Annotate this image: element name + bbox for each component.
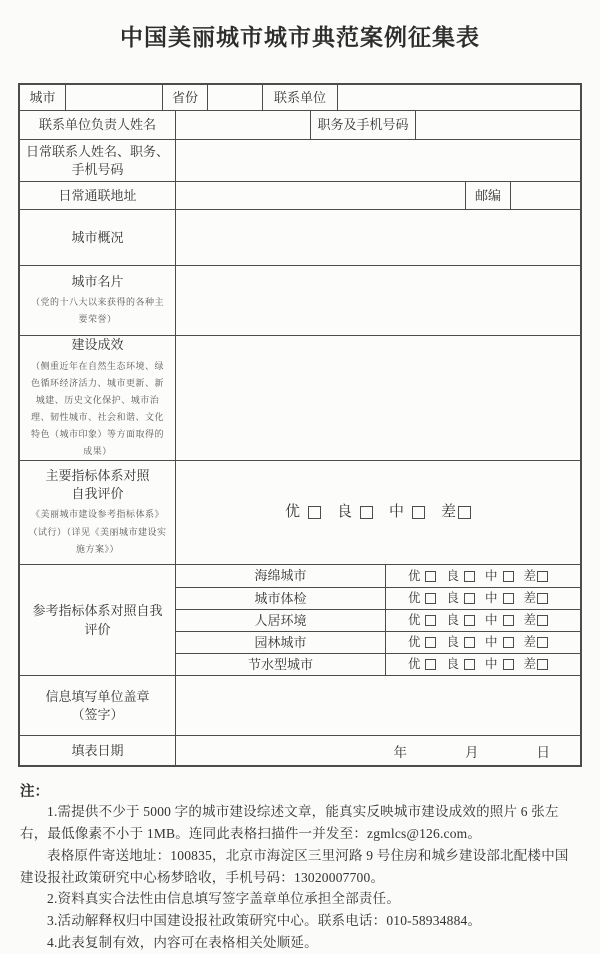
reference-rating-group (408, 590, 558, 607)
achievements-label: 建设成效 (71, 336, 124, 352)
date-input-cell[interactable] (175, 736, 580, 765)
form-row-achievements (20, 335, 580, 460)
province-label: 省份 (162, 85, 207, 110)
seal-label-line1: 信息填写单位盖章 (45, 688, 150, 704)
checkbox-medium[interactable] (503, 637, 514, 648)
reference-rating-group (408, 568, 558, 585)
rating-pair-medium (485, 590, 514, 607)
checkbox-medium[interactable] (412, 506, 425, 519)
note-item-3: 3.活动解释权归中国建设报社政策研究中心。联系电话：010-58934884。 (47, 913, 482, 929)
reference-rating-cell (385, 632, 580, 653)
checkbox-poor[interactable] (537, 571, 548, 582)
city-card-label-cell (20, 266, 175, 335)
rating-good-label: 良 (446, 568, 459, 583)
rating-poor-label: 差 (523, 568, 537, 583)
rating-excellent-label: 优 (407, 568, 421, 583)
rating-poor-label: 差 (523, 657, 537, 672)
notes-section (20, 780, 580, 954)
city-card-label: 城市名片 (71, 273, 124, 289)
seal-input-cell[interactable] (175, 676, 580, 735)
checkbox-good[interactable] (464, 593, 475, 604)
rating-medium-label: 中 (389, 504, 406, 521)
checkbox-poor[interactable] (537, 615, 548, 626)
postcode-input-cell[interactable] (510, 182, 580, 209)
checkbox-excellent[interactable] (425, 659, 436, 670)
achievements-note: （侧重近年在自然生态环境、绿色循环经济活力、城市更新、新城建、历史文化保护、城市治理、韧性城市、社会和谐、文化特色（城市印象）等方面取得的成果） (30, 360, 164, 456)
rating-pair-good (446, 568, 475, 585)
checkbox-good[interactable] (464, 571, 475, 582)
contact-unit-label: 联系单位 (262, 85, 337, 110)
achievements-input-cell[interactable] (175, 336, 580, 460)
contact-unit-input-cell[interactable] (337, 85, 580, 110)
city-overview-input-cell[interactable] (175, 210, 580, 265)
city-label: 城市 (29, 89, 56, 105)
reference-rating-group (408, 612, 558, 629)
rating-pair-good (446, 590, 475, 607)
reference-item-label: 人居环境 (175, 610, 385, 631)
note-item-1: 1.需提供不少于 5000 字的城市建设综述文章，能真实反映城市建设成效的照片 6 张左右，最低像素不小于 1MB。连同此表格扫描件一并发至：zgmlcs@126.com。 (20, 804, 559, 841)
reference-rating-cell (385, 654, 580, 675)
reference-rating-group (408, 656, 558, 673)
form-row-address (20, 181, 580, 209)
form-row-city-overview (20, 209, 580, 265)
rating-poor-label: 差 (441, 504, 458, 521)
rating-poor-label: 差 (523, 613, 537, 628)
main-index-rating-cell (175, 461, 580, 564)
reference-row-water-saving-city (175, 653, 580, 675)
reference-eval-label: 参考指标体系对照自我评价 (32, 602, 163, 637)
rating-pair-medium (485, 568, 514, 585)
rating-pair-excellent (408, 656, 437, 673)
rating-good-label: 良 (446, 613, 459, 628)
contact-person-input-cell[interactable] (175, 111, 310, 139)
checkbox-poor[interactable] (458, 506, 471, 519)
rating-excellent-label: 优 (407, 591, 421, 606)
checkbox-excellent[interactable] (425, 571, 436, 582)
checkbox-medium[interactable] (503, 659, 514, 670)
rating-pair-good (446, 634, 475, 651)
reference-rating-cell (385, 565, 580, 587)
rating-pair-poor (524, 634, 549, 651)
main-index-note: 《美丽城市建设参考指标体系》（试行）（详见《美丽城市建设实施方案》） (28, 509, 167, 554)
main-index-label-cell (20, 461, 175, 564)
reference-item-label: 节水型城市 (175, 654, 385, 675)
rating-pair-poor (524, 590, 549, 607)
rating-good-label: 良 (336, 504, 353, 521)
achievements-label-cell (20, 336, 175, 460)
rating-good-label: 良 (446, 591, 459, 606)
rating-pair-good (446, 656, 475, 673)
checkbox-medium[interactable] (503, 571, 514, 582)
rating-pair-poor (524, 568, 549, 585)
form-row-seal (20, 675, 580, 735)
form-row-daily-contact (20, 139, 580, 181)
checkbox-excellent[interactable] (308, 506, 321, 519)
form-row-city-card (20, 265, 580, 335)
reference-rating-cell (385, 610, 580, 631)
rating-pair-excellent (408, 568, 437, 585)
rating-pair-medium (485, 612, 514, 629)
rating-pair-poor (441, 502, 471, 522)
city-input-cell[interactable] (65, 85, 162, 110)
case-collection-form-table (18, 83, 582, 767)
notes-heading: 注： (20, 784, 49, 800)
date-label: 填表日期 (71, 742, 124, 758)
city-overview-label: 城市概况 (71, 229, 124, 245)
province-input-cell[interactable] (207, 85, 262, 110)
rating-medium-label: 中 (485, 635, 498, 650)
seal-label-line2: （签字） (71, 706, 124, 722)
daily-contact-input-cell[interactable] (175, 140, 580, 181)
reference-rating-group (408, 634, 558, 651)
position-phone-label: 职务及手机号码 (310, 111, 415, 139)
rating-pair-poor (524, 656, 549, 673)
rating-medium-label: 中 (485, 568, 498, 583)
rating-excellent-label: 优 (407, 657, 421, 672)
checkbox-excellent[interactable] (425, 637, 436, 648)
reference-row-living-environment (175, 609, 580, 631)
main-index-rating-group (285, 502, 471, 522)
address-input-cell[interactable] (175, 182, 465, 209)
date-month-label: 月 (465, 744, 479, 760)
checkbox-good[interactable] (360, 506, 373, 519)
rating-pair-excellent (285, 502, 321, 522)
rating-good-label: 良 (446, 657, 459, 672)
reference-item-label: 园林城市 (175, 632, 385, 653)
reference-row-city-checkup (175, 587, 580, 609)
note-item-1-address: 表格原件寄送地址：100835，北京市海淀区三里河路 9 号住房和城乡建设部北配楼中国建设报社政策研究中心杨梦晗收，手机号码：13020007700。 (20, 847, 569, 885)
position-phone-input-cell[interactable] (415, 111, 580, 139)
checkbox-good[interactable] (464, 615, 475, 626)
rating-medium-label: 中 (485, 613, 498, 628)
page-title: 中国美丽城市城市典范案例征集表 (120, 24, 480, 50)
main-index-label-line2: 自我评价 (71, 485, 124, 501)
checkbox-poor[interactable] (537, 637, 548, 648)
main-index-label-line1: 主要指标体系对照 (45, 468, 150, 484)
form-row-contact-person (20, 110, 580, 139)
city-card-note: （党的十八大以来获得的各种主要荣誉） (30, 297, 164, 325)
rating-poor-label: 差 (523, 591, 537, 606)
form-row-reference-eval (20, 564, 580, 675)
form-row-main-index-eval (20, 460, 580, 564)
checkbox-poor[interactable] (537, 659, 548, 670)
rating-pair-medium (485, 634, 514, 651)
rating-poor-label: 差 (523, 635, 537, 650)
rating-pair-good (337, 502, 373, 522)
note-item-4: 4.此表复制有效，内容可在表格相关处顺延。 (47, 935, 318, 951)
reference-row-sponge-city (175, 565, 580, 587)
reference-item-label: 城市体检 (175, 588, 385, 609)
form-row-city-province-unit (20, 85, 580, 110)
checkbox-excellent[interactable] (425, 615, 436, 626)
reference-item-label: 海绵城市 (175, 565, 385, 587)
reference-rating-cell (385, 588, 580, 609)
rating-pair-poor (524, 612, 549, 629)
rating-good-label: 良 (446, 635, 459, 650)
postcode-label: 邮编 (465, 182, 510, 209)
date-year-label: 年 (393, 744, 407, 760)
rating-pair-medium (485, 656, 514, 673)
form-row-date (20, 735, 580, 765)
rating-medium-label: 中 (485, 657, 498, 672)
checkbox-medium[interactable] (503, 615, 514, 626)
checkbox-good[interactable] (464, 659, 475, 670)
reference-eval-rows (175, 565, 580, 675)
reference-row-garden-city (175, 631, 580, 653)
rating-pair-good (446, 612, 475, 629)
checkbox-excellent[interactable] (425, 593, 436, 604)
city-card-input-cell[interactable] (175, 266, 580, 335)
rating-excellent-label: 优 (407, 613, 421, 628)
rating-medium-label: 中 (485, 591, 498, 606)
checkbox-good[interactable] (464, 637, 475, 648)
rating-excellent-label: 优 (407, 635, 421, 650)
date-day-label: 日 (536, 744, 550, 760)
seal-label-cell (20, 676, 175, 735)
rating-excellent-label: 优 (284, 504, 301, 521)
contact-person-label: 联系单位负责人姓名 (38, 117, 156, 133)
rating-pair-excellent (408, 590, 437, 607)
rating-pair-medium (389, 502, 425, 522)
note-item-2: 2.资料真实合法性由信息填写签字盖章单位承担全部责任。 (47, 891, 401, 907)
rating-pair-excellent (408, 612, 437, 629)
daily-contact-label: 日常联系人姓名、职务、手机号码 (25, 143, 169, 177)
checkbox-poor[interactable] (537, 593, 548, 604)
rating-pair-excellent (408, 634, 437, 651)
address-label: 日常通联地址 (58, 187, 137, 203)
checkbox-medium[interactable] (503, 593, 514, 604)
